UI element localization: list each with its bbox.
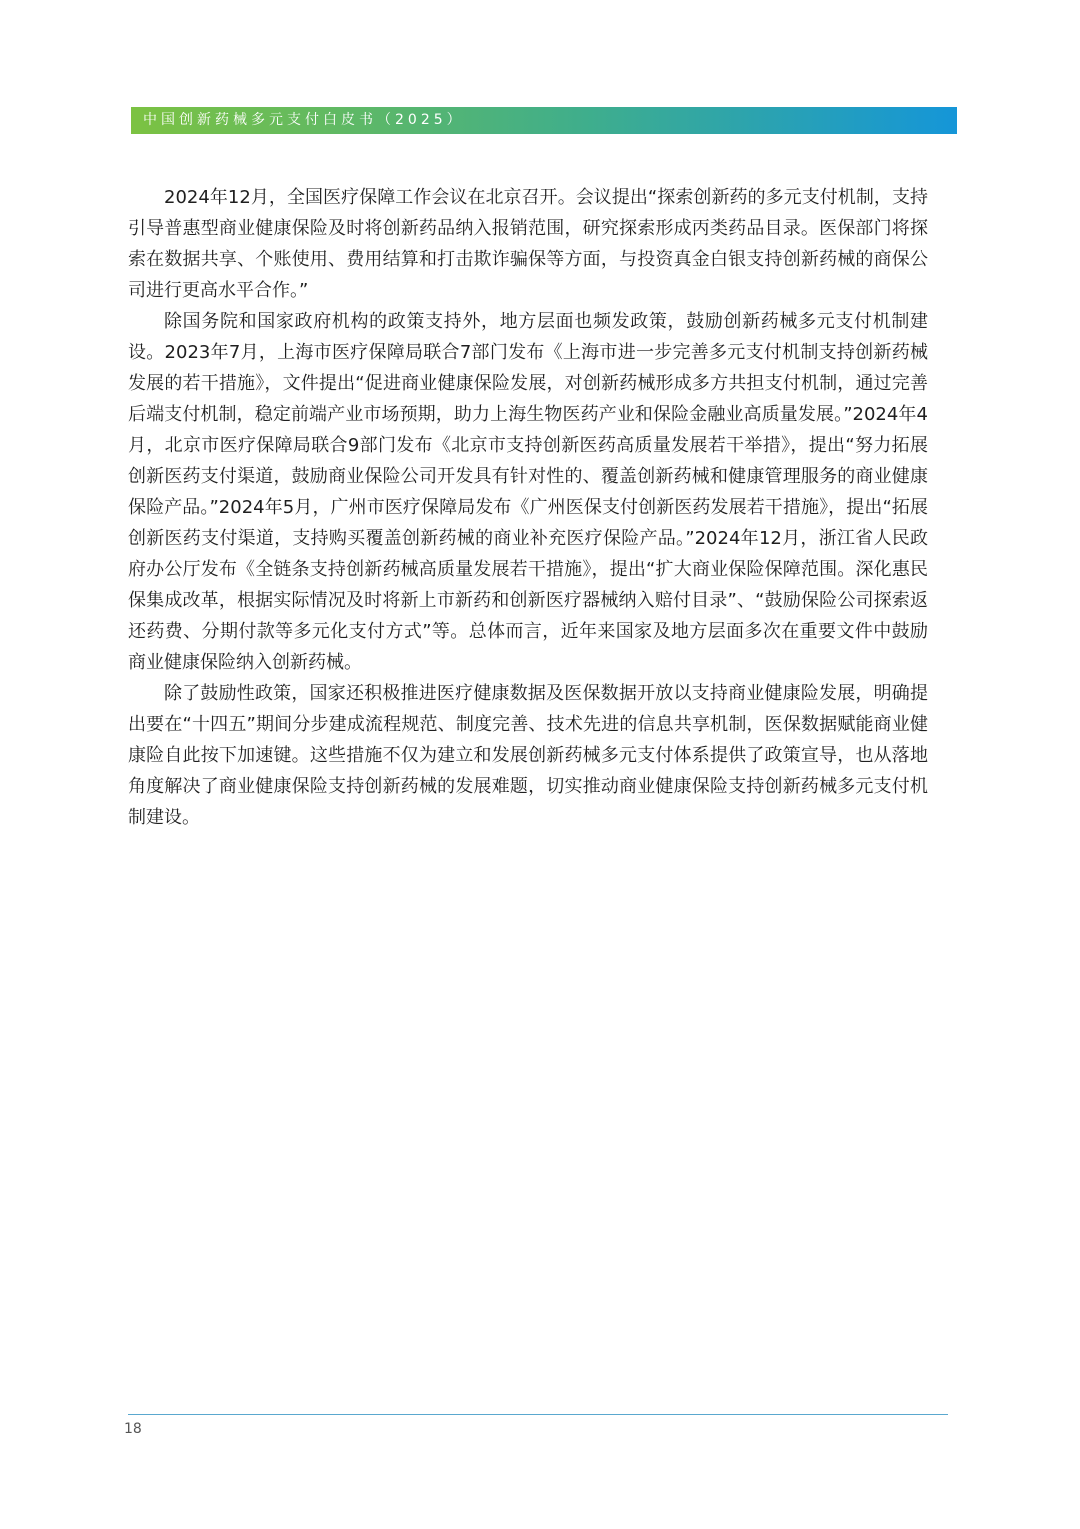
paragraph-2: 除国务院和国家政府机构的政策支持外，地方层面也频发政策，鼓励创新药械多元支付机制建设。2023年7月，上海市医疗保障局联合7部门发布《上海市进一步完善多元支付机制支持创新药械发展的若干措施》，文件提出“促进商业健康保险发展，对创新药械形成多方共担支付机制，通过完善后端支付机制，稳定前端产业市场预期，助力上海生物医药产业和保险金融业高质量发展。”2024年4月，北京市医疗保障局联合9部门发布《北京市支持创新医药高质量发展若干举措》，提出“努力拓展创新医药支付渠道，鼓励商业保险公司开发具有针对性的、覆盖创新药械和健康管理服务的商业健康保险产品。”2024年5月，广州市医疗保障局发布《广州医保支付创新医药发展若干措施》，提出“拓展创新医药支付渠道，支持购买覆盖创新药械的商业补充医疗保险产品。”2024年12月，浙江省人民政府办公厅发布《全链条支持创新药械高质量发展若干措施》，提出“扩大商业保险保障范围。深化惠民保集成改革，根据实际情况及时将新上市新药和创新医疗器械纳入赔付目录”、“鼓励保险公司探索返还药费、分期付款等多元化支付方式”等。总体而言，近年来国家及地方层面多次在重要文件中鼓励商业健康保险纳入创新药械。 (128, 311, 928, 673)
paragraph-3: 除了鼓励性政策，国家还积极推进医疗健康数据及医保数据开放以支持商业健康险发展，明确提出要在“十四五”期间分步建成流程规范、制度完善、技术先进的信息共享机制，医保数据赋能商业健康险自此按下加速键。这些措施不仅为建立和发展创新药械多元支付体系提供了政策宣导，也从落地角度解决了商业健康保险支持创新药械的发展难题，切实推动商业健康保险支持创新药械多元支付机制建设。 (128, 683, 928, 828)
paragraph-1: 2024年12月，全国医疗保障工作会议在北京召开。会议提出“探索创新药的多元支付机制，支持引导普惠型商业健康保险及时将创新药品纳入报销范围，研究探索形成丙类药品目录。医保部门将探索在数据共享、个账使用、费用结算和打击欺诈骗保等方面，与投资真金白银支持创新药械的商保公司进行更高水平合作。” (128, 187, 928, 301)
body-text (128, 182, 928, 833)
document-title: 中国创新药械多元支付白皮书（2025） (143, 112, 465, 128)
footer-divider (128, 1414, 948, 1415)
page-number: 18 (124, 1421, 142, 1437)
header-band (131, 107, 957, 134)
